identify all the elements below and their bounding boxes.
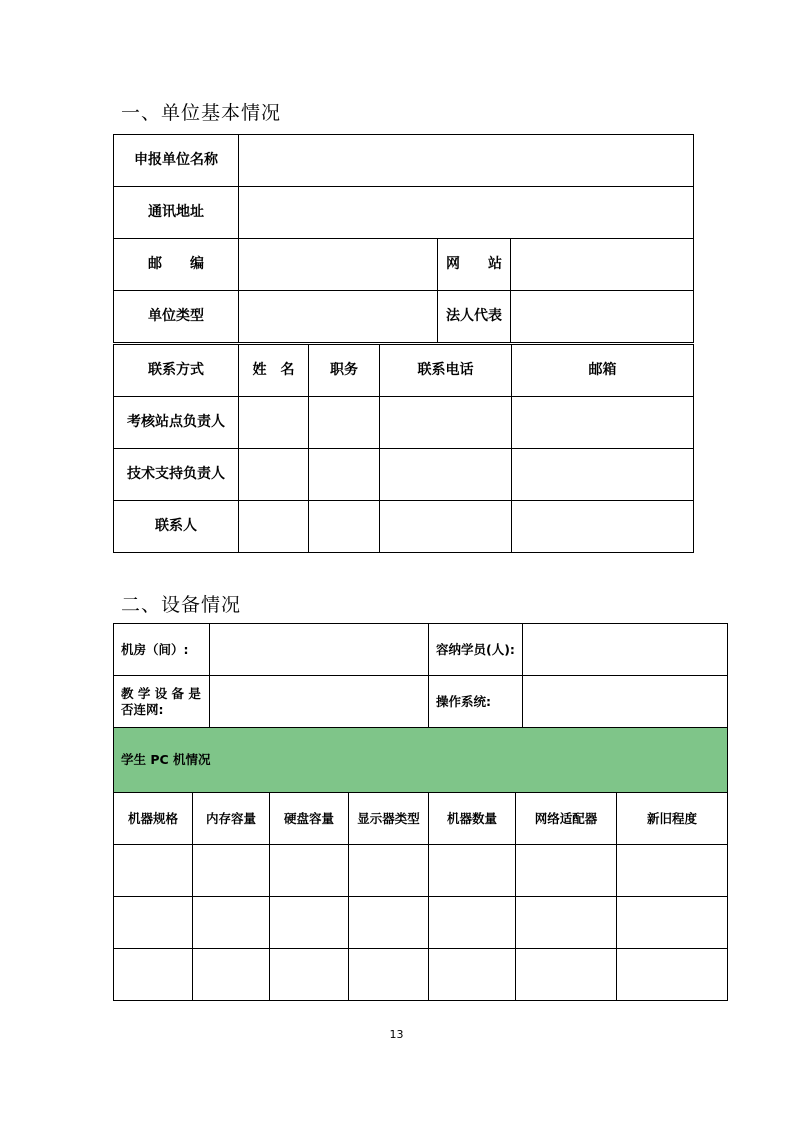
equipment-table [113,623,728,1001]
room-field[interactable] [210,624,429,676]
applicant-field[interactable] [239,135,694,187]
address-field[interactable] [239,187,694,239]
section1-heading: 一、单位基本情况 [121,102,282,124]
capacity-field[interactable] [523,624,728,676]
capacity-label: 容纳学员(人): [429,624,523,676]
unit-info-table [113,134,694,343]
room-label: 机房（间）: [114,624,210,676]
pc-section-label: 学生 PC 机情况 [114,728,728,793]
website-label: 网 站 [438,239,511,291]
contact-cell[interactable] [239,501,309,553]
contact-cell[interactable] [512,501,694,553]
pc-cell[interactable] [114,845,193,897]
pc-cell[interactable] [349,897,429,949]
pc-cell[interactable] [429,897,516,949]
condition-header: 新旧程度 [617,793,728,845]
os-label: 操作系统: [429,676,523,728]
pc-cell[interactable] [270,897,349,949]
contact-cell[interactable] [380,449,512,501]
legal-rep-field[interactable] [511,291,694,343]
tech-support-label: 技术支持负责人 [114,449,239,501]
contact-cell[interactable] [380,501,512,553]
pc-cell[interactable] [270,845,349,897]
contact-cell[interactable] [512,397,694,449]
contact-method-header: 联系方式 [114,345,239,397]
page-number: 13 [389,1028,404,1041]
site-manager-label: 考核站点负责人 [114,397,239,449]
pc-cell[interactable] [349,949,429,1001]
network-label: 教 学 设 备 是 否连网: [114,676,210,728]
spec-header: 机器规格 [114,793,193,845]
postcode-field[interactable] [239,239,438,291]
contacts-table [113,344,694,553]
pc-cell[interactable] [617,897,728,949]
name-header: 姓 名 [239,345,309,397]
unit-type-field[interactable] [239,291,438,343]
pc-cell[interactable] [349,845,429,897]
contact-cell[interactable] [380,397,512,449]
count-header: 机器数量 [429,793,516,845]
contact-cell[interactable] [239,397,309,449]
pc-cell[interactable] [193,949,270,1001]
pc-cell[interactable] [114,897,193,949]
pc-cell[interactable] [516,845,617,897]
pc-cell[interactable] [617,949,728,1001]
position-header: 职务 [309,345,380,397]
pc-cell[interactable] [429,845,516,897]
contact-cell[interactable] [309,501,380,553]
website-field[interactable] [511,239,694,291]
email-header: 邮箱 [512,345,694,397]
pc-cell[interactable] [516,949,617,1001]
memory-header: 内存容量 [193,793,270,845]
unit-type-label: 单位类型 [114,291,239,343]
pc-cell[interactable] [114,949,193,1001]
contact-cell[interactable] [309,449,380,501]
network-field[interactable] [210,676,429,728]
contact-person-label: 联系人 [114,501,239,553]
legal-rep-label: 法人代表 [438,291,511,343]
pc-cell[interactable] [429,949,516,1001]
display-header: 显示器类型 [349,793,429,845]
pc-cell[interactable] [270,949,349,1001]
address-label: 通讯地址 [114,187,239,239]
contact-cell[interactable] [239,449,309,501]
pc-cell[interactable] [193,845,270,897]
section2-heading: 二、设备情况 [121,594,242,616]
os-field[interactable] [523,676,728,728]
postcode-label: 邮 编 [114,239,239,291]
pc-cell[interactable] [516,897,617,949]
applicant-label: 申报单位名称 [114,135,239,187]
phone-header: 联系电话 [380,345,512,397]
disk-header: 硬盘容量 [270,793,349,845]
pc-cell[interactable] [193,897,270,949]
adapter-header: 网络适配器 [516,793,617,845]
contact-cell[interactable] [309,397,380,449]
contact-cell[interactable] [512,449,694,501]
pc-cell[interactable] [617,845,728,897]
